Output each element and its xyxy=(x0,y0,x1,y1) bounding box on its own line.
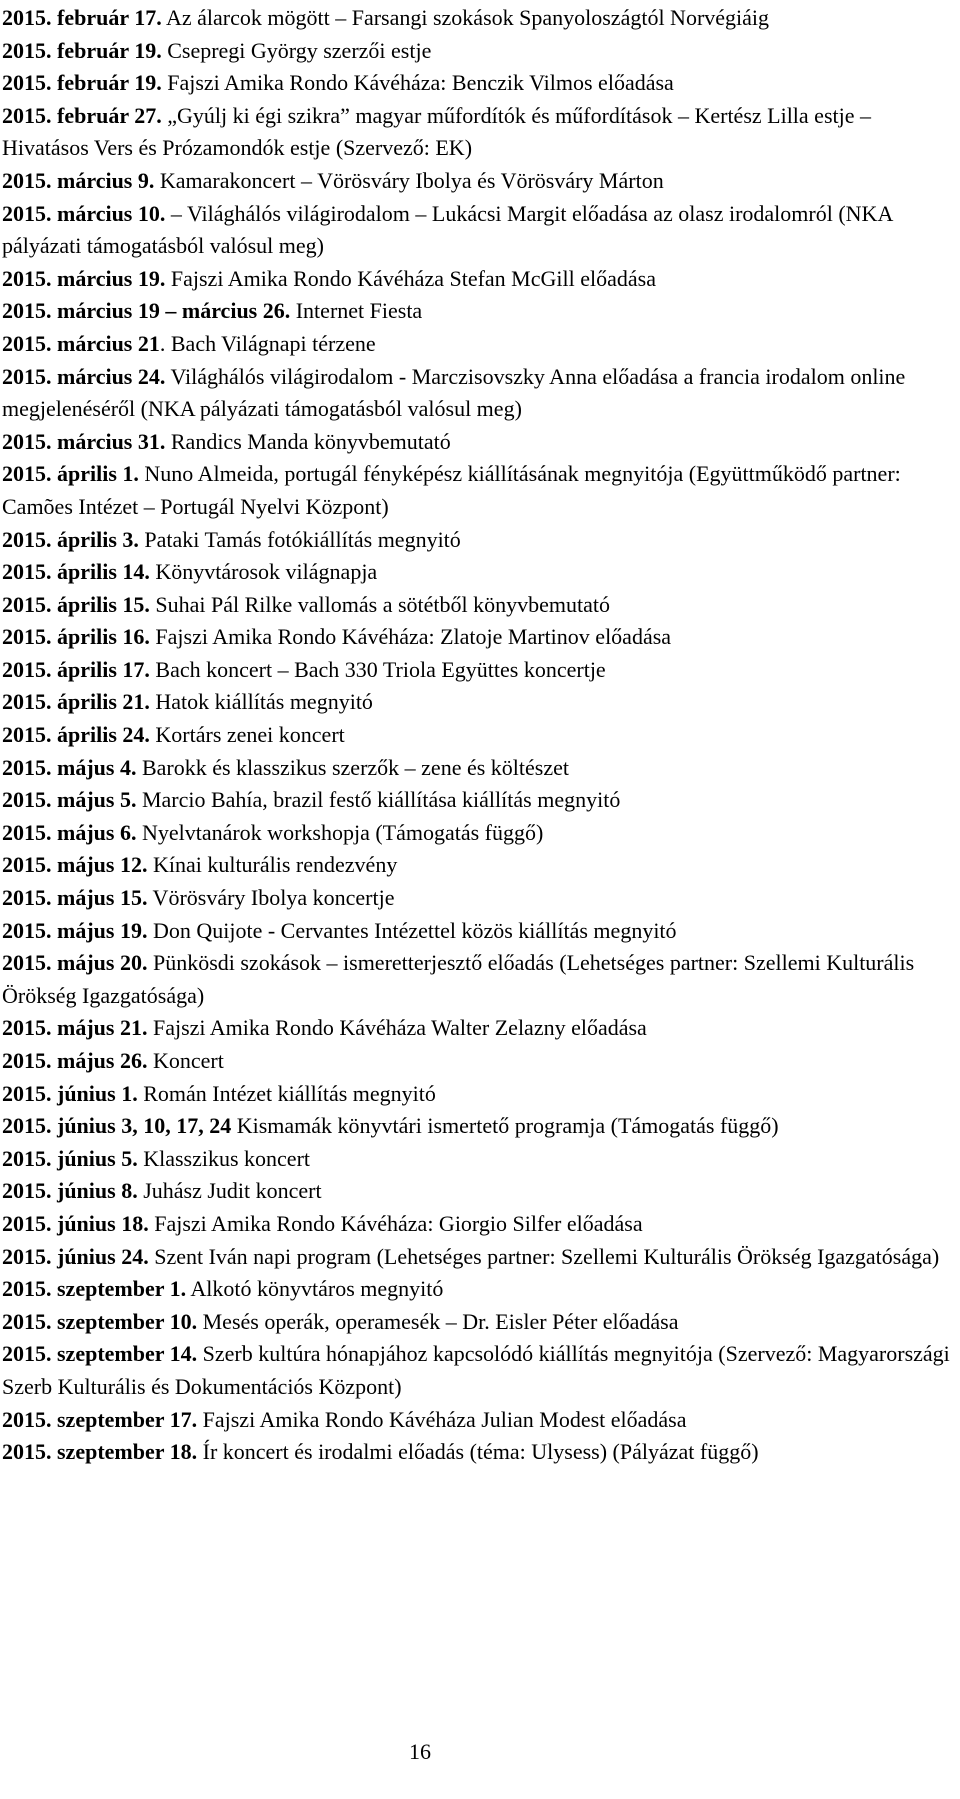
event-date: 2015. május 21. xyxy=(2,1015,148,1041)
page-number: 16 xyxy=(409,1739,431,1764)
event-date: 2015. május 15. xyxy=(2,885,148,911)
event-date: 2015. május 5. xyxy=(2,787,137,813)
event-entry xyxy=(2,198,952,263)
event-entry xyxy=(2,1404,952,1437)
event-date: 2015. szeptember 17. xyxy=(2,1406,198,1432)
event-description: Kamarakoncert – Vörösváry Ibolya és Vörösváry Márton xyxy=(154,167,664,193)
event-entry xyxy=(2,67,952,100)
event-description: Pataki Tamás fotókiállítás megnyitó xyxy=(138,526,461,552)
event-date: 2015. április 3. xyxy=(2,526,139,552)
event-entry xyxy=(2,1208,952,1241)
event-date: 2015. április 16. xyxy=(2,624,150,650)
event-date: 2015. június 5. xyxy=(2,1145,138,1171)
event-description: Nyelvtanárok workshopja (Támogatás függő) xyxy=(136,819,544,845)
event-date: 2015. április 1. xyxy=(2,461,139,487)
event-description: Juhász Judit koncert xyxy=(137,1178,322,1204)
event-date: 2015. június 24. xyxy=(2,1243,149,1269)
event-description: Fajszi Amika Rondo Kávéháza Julian Modest előadása xyxy=(197,1406,687,1432)
event-entry xyxy=(2,1110,952,1143)
event-description: Fajszi Amika Rondo Kávéháza Stefan McGill előadása xyxy=(165,265,656,291)
event-description: Fajszi Amika Rondo Kávéháza: Benczik Vilmos előadása xyxy=(161,70,674,96)
event-description: Román Intézet kiállítás megnyitó xyxy=(137,1080,436,1106)
event-date: 2015. március 21 xyxy=(2,330,160,356)
event-description: Fajszi Amika Rondo Kávéháza Walter Zelazny előadása xyxy=(147,1015,647,1041)
event-description: Kortárs zenei koncert xyxy=(149,722,345,748)
event-description: Marcio Bahía, brazil festő kiállítása kiállítás megnyitó xyxy=(136,787,621,813)
event-description: Klasszikus koncert xyxy=(137,1145,311,1171)
event-entry xyxy=(2,1436,952,1469)
event-description: Suhai Pál Rilke vallomás a sötétből könyvbemutató xyxy=(149,591,611,617)
event-entry xyxy=(2,1045,952,1078)
event-date: 2015. február 17. xyxy=(2,5,162,30)
event-description: Az álarcok mögött – Farsangi szokások Spanyoloszágtól Norvégiáig xyxy=(161,5,770,30)
event-description: Mesés operák, operamesék – Dr. Eisler Péter előadása xyxy=(197,1308,679,1334)
event-date: 2015. május 19. xyxy=(2,917,148,943)
event-description: Randics Manda könyvbemutató xyxy=(165,428,451,454)
event-date: 2015. április 17. xyxy=(2,656,150,682)
event-entry xyxy=(2,1338,952,1403)
event-date: 2015. március 19. xyxy=(2,265,166,291)
event-entry xyxy=(2,263,952,296)
event-date: 2015. április 21. xyxy=(2,689,150,715)
event-entry xyxy=(2,556,952,589)
event-entry xyxy=(2,882,952,915)
event-description: Hatok kiállítás megnyitó xyxy=(149,689,373,715)
event-entry xyxy=(2,524,952,557)
event-date: 2015. szeptember 10. xyxy=(2,1308,198,1334)
event-entry xyxy=(2,295,952,328)
event-entry xyxy=(2,1012,952,1045)
event-list xyxy=(2,2,952,1469)
event-entry xyxy=(2,1306,952,1339)
event-description: Alkotó könyvtáros megnyitó xyxy=(186,1276,444,1302)
event-date: 2015. szeptember 18. xyxy=(2,1439,198,1465)
event-entry xyxy=(2,784,952,817)
event-date: 2015. június 18. xyxy=(2,1210,149,1236)
event-date: 2015. március 31. xyxy=(2,428,166,454)
event-date: 2015. április 24. xyxy=(2,722,150,748)
event-date: 2015. március 9. xyxy=(2,167,155,193)
event-description: Szent Iván napi program (Lehetséges partner: Szellemi Kulturális Örökség Igazgatósága) xyxy=(148,1243,940,1269)
event-description: Fajszi Amika Rondo Kávéháza: Giorgio Silfer előadása xyxy=(148,1210,643,1236)
event-date: 2015. április 15. xyxy=(2,591,150,617)
event-entry xyxy=(2,426,952,459)
event-entry xyxy=(2,589,952,622)
event-date: 2015. március 24. xyxy=(2,363,166,389)
event-entry xyxy=(2,621,952,654)
event-entry xyxy=(2,165,952,198)
event-entry xyxy=(2,817,952,850)
event-description: Kismamák könyvtári ismertető programja (Támogatás függő) xyxy=(231,1113,779,1139)
event-entry xyxy=(2,2,952,35)
event-description: . Bach Világnapi térzene xyxy=(159,330,376,356)
event-entry xyxy=(2,947,952,1012)
event-date: 2015. május 26. xyxy=(2,1048,148,1073)
event-entry xyxy=(2,361,952,426)
event-date: 2015. szeptember 14. xyxy=(2,1341,198,1367)
event-entry xyxy=(2,458,952,523)
event-date: 2015. május 6. xyxy=(2,819,137,845)
event-entry xyxy=(2,752,952,785)
event-date: 2015. június 8. xyxy=(2,1178,138,1204)
event-description: Könyvtárosok világnapja xyxy=(149,559,378,585)
event-entry xyxy=(2,328,952,361)
event-entry xyxy=(2,686,952,719)
event-date: 2015. március 10. xyxy=(2,200,166,226)
event-description: Koncert xyxy=(147,1048,224,1073)
event-date: 2015. március 19 – március 26. xyxy=(2,298,291,324)
event-description: Szerb kultúra hónapjához kapcsolódó kiállítás megnyitója (Szervező: Magyarországi Szerb Kulturális és Dokumentációs Központ) xyxy=(2,1341,950,1399)
event-date: 2015. február 27. xyxy=(2,102,162,128)
event-description: Don Quijote - Cervantes Intézettel közös kiállítás megnyitó xyxy=(147,917,677,943)
event-entry xyxy=(2,1273,952,1306)
event-entry xyxy=(2,1241,952,1274)
event-description: „Gyúlj ki égi szikra” magyar műfordítók és műfordítások – Kertész Lilla estje – Hivatásos Vers és Prózamondók estje (Szervező: EK) xyxy=(2,102,871,161)
event-description: Bach koncert – Bach 330 Triola Együttes koncertje xyxy=(149,656,606,682)
event-entry xyxy=(2,35,952,68)
event-entry xyxy=(2,1175,952,1208)
event-entry xyxy=(2,1143,952,1176)
event-description: Internet Fiesta xyxy=(290,298,423,324)
event-entry xyxy=(2,719,952,752)
event-date: 2015. június 3, 10, 17, 24 xyxy=(2,1113,232,1139)
event-description: Kínai kulturális rendezvény xyxy=(147,852,398,878)
event-description: Fajszi Amika Rondo Kávéháza: Zlatoje Martinov előadása xyxy=(149,624,672,650)
event-description: – Világhálós világirodalom – Lukácsi Margit előadása az olasz irodalomról (NKA pályázati támogatásból valósul meg) xyxy=(2,200,893,259)
event-entry xyxy=(2,849,952,882)
event-date: 2015. február 19. xyxy=(2,37,162,63)
event-description: Csepregi György szerzői estje xyxy=(161,37,432,63)
event-description: Barokk és klasszikus szerzők – zene és költészet xyxy=(136,754,569,780)
event-date: 2015. május 20. xyxy=(2,950,148,976)
event-date: 2015. szeptember 1. xyxy=(2,1276,187,1302)
event-description: Pünkösdi szokások – ismeretterjesztő előadás (Lehetséges partner: Szellemi Kulturális Örökség Igazgatósága) xyxy=(2,950,915,1008)
event-description: Ír koncert és irodalmi előadás (téma: Ulysess) (Pályázat függő) xyxy=(197,1439,759,1465)
event-description: Világhálós világirodalom - Marczisovszky Anna előadása a francia irodalom online megjelenéséről (NKA pályázati támogatásból valósul meg) xyxy=(2,363,906,422)
event-description: Nuno Almeida, portugál fényképész kiállításának megnyitója (Együttműködő partner: Camões Intézet – Portugál Nyelvi Központ) xyxy=(2,461,901,519)
event-date: 2015. június 1. xyxy=(2,1080,138,1106)
event-description: Vörösváry Ibolya koncertje xyxy=(147,885,395,911)
event-entry xyxy=(2,654,952,687)
event-date: 2015. május 12. xyxy=(2,852,148,878)
event-date: 2015. április 14. xyxy=(2,559,150,585)
event-entry xyxy=(2,915,952,948)
event-entry xyxy=(2,100,952,165)
event-date: 2015. május 4. xyxy=(2,754,137,780)
event-entry xyxy=(2,1078,952,1111)
event-date: 2015. február 19. xyxy=(2,70,162,96)
